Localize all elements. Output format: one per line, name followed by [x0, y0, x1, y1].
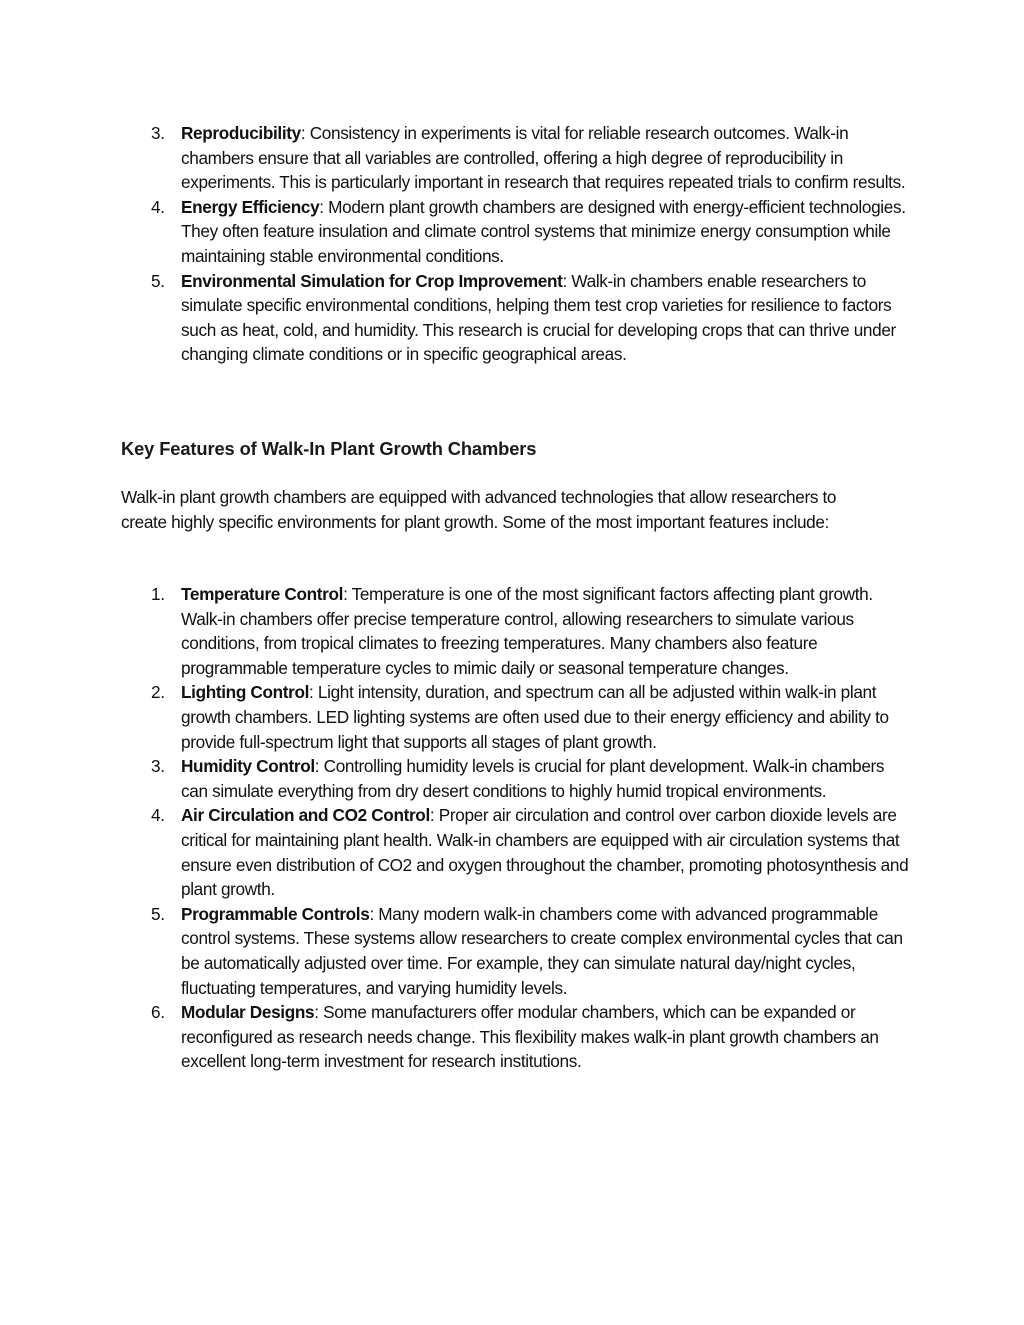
list-item-term: Programmable Controls	[181, 903, 370, 924]
list-item-number: 3.	[151, 123, 165, 143]
list-item-text: : Controlling humidity levels is crucial for plant development. Walk-in chambers can simulate everything from dry desert conditions to highly humid tropical environments.	[181, 756, 885, 801]
list-item	[121, 195, 911, 269]
list-item	[121, 121, 911, 195]
list-item-term: Reproducibility	[181, 123, 301, 143]
list-item-number: 1.	[151, 584, 165, 604]
list-item-number: 5.	[151, 903, 165, 924]
list-item-text: : Walk-in chambers enable researchers to simulate specific environmental conditions, helping them test crop varieties for resilience to factors such as heat, cold, and humidity. This research is crucial for developing crops that can thrive under changing climate conditions or in specific geographical areas.	[181, 270, 896, 365]
list-item-term: Humidity Control	[181, 756, 315, 777]
list-item	[121, 582, 911, 680]
list-item-text: : Many modern walk-in chambers come with advanced programmable control systems. These systems allow researchers to create complex environmental cycles that can be automatically adjusted over time. For example, they can simulate natural day/night cycles, fluctuating temperatures, and varying humidity levels.	[181, 903, 903, 998]
list-item-term: Temperature Control	[181, 584, 344, 604]
list-item-number: 3.	[151, 756, 165, 777]
list-item-text: : Some manufacturers offer modular chambers, which can be expanded or reconfigured as research needs change. This flexibility makes walk-in plant growth chambers an excellent long-term investment for research institutions.	[181, 1002, 879, 1072]
list-item-text: : Temperature is one of the most significant factors affecting plant growth. Walk-in chambers offer precise temperature control, allowing researchers to simulate various conditions, from tropical climates to freezing temperatures. Many chambers also feature programmable temperature cycles to mimic daily or seasonal temperature changes.	[181, 584, 873, 678]
list-item-term: Environmental Simulation for Crop Improvement	[181, 270, 563, 291]
list-item-term: Lighting Control	[181, 682, 310, 703]
list-item	[121, 803, 911, 901]
features-list	[121, 582, 911, 1074]
list-item-text: : Consistency in experiments is vital for reliable research outcomes. Walk-in chambers ensure that all variables are controlled, offering a high degree of reproducibility in experiments. This is particularly important in research that requires repeated trials to confirm results.	[181, 123, 906, 193]
list-item-number: 4.	[151, 196, 165, 217]
list-item	[121, 680, 911, 754]
list-item-number: 5.	[151, 270, 165, 291]
list-item	[121, 754, 911, 803]
section-intro: Walk-in plant growth chambers are equipped with advanced technologies that allow researchers to create highly specific environments for plant growth. Some of the most important features include:	[121, 487, 837, 532]
list-item-text: : Modern plant growth chambers are designed with energy-efficient technologies. They often feature insulation and climate control systems that minimize energy consumption while maintaining stable environmental conditions.	[181, 196, 906, 266]
list-item-term: Modular Designs	[181, 1002, 315, 1023]
list-item-term: Energy Efficiency	[181, 196, 320, 217]
list-item-number: 6.	[151, 1002, 165, 1023]
list-item	[121, 269, 911, 367]
list-item	[121, 1000, 911, 1074]
list-item-number: 2.	[151, 682, 165, 703]
list-item	[121, 902, 911, 1000]
benefits-list	[121, 121, 911, 367]
list-item-term: Air Circulation and CO2 Control	[181, 805, 430, 826]
list-item-number: 4.	[151, 805, 165, 826]
list-item-text: : Light intensity, duration, and spectrum can all be adjusted within walk-in plant growth chambers. LED lighting systems are often used due to their energy efficiency and ability to provide full-spectrum light that supports all stages of plant growth.	[181, 682, 889, 752]
list-item-text: : Proper air circulation and control over carbon dioxide levels are critical for maintaining plant health. Walk-in chambers are equipped with air circulation systems that ensure even distribution of CO2 and oxygen throughout the chamber, promoting photosynthesis and plant growth.	[181, 805, 909, 900]
section-heading: Key Features of Walk-In Plant Growth Chambers	[121, 438, 537, 459]
